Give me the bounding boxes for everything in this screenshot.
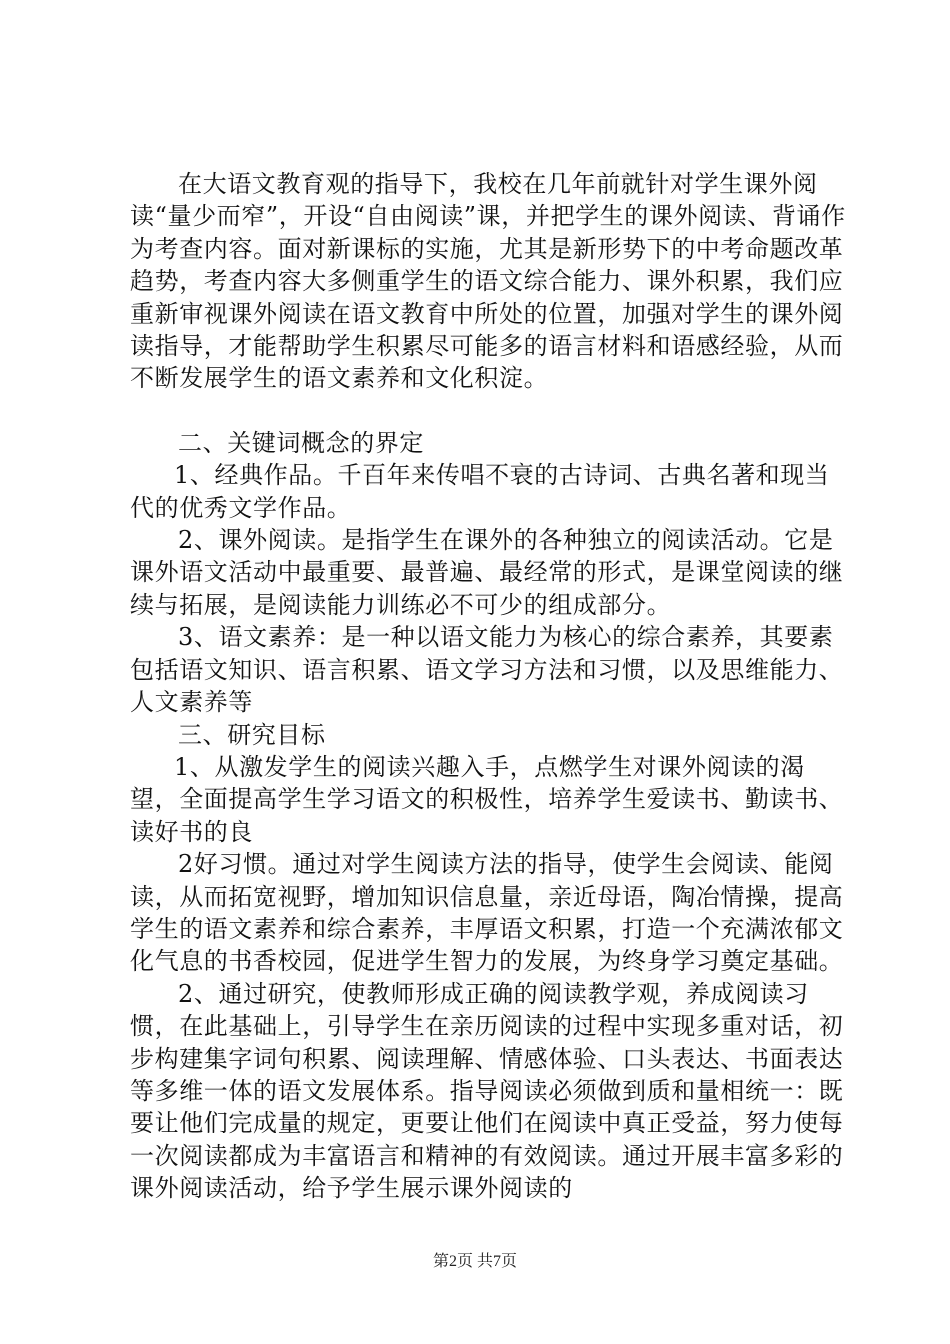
paragraph-gap <box>130 395 850 427</box>
paragraph-definition-literacy: 3、语文素养：是一种以语文能力为核心的综合素养，其要素包括语文知识、语言积累、语文学习方法和习惯，以及思维能力、人文素养等 <box>130 623 844 717</box>
paragraph-goal-one-continued: 2好习惯。通过对学生阅读方法的指导，使学生会阅读、能阅读，从而拓宽视野，增加知识信息量，亲近母语，陶冶情操，提高学生的语文素养和综合素养，丰厚语文积累，打造一个充满浓郁文化气息的书香校园，促进学生智力的发展，为终身学习奠定基础。 <box>130 850 844 976</box>
document-body <box>130 168 850 1205</box>
paragraph-definition-classics: 1、经典作品。千百年来传唱不衰的古诗词、古典名著和现当代的优秀文学作品。 <box>130 461 830 522</box>
paragraph-intro: 在大语文教育观的指导下，我校在几年前就针对学生课外阅读“量少而窄”，开设“自由阅读”课，并把学生的课外阅读、背诵作为考查内容。面对新课标的实施，尤其是新形势下的中考命题改革趋势，考查内容大多侧重学生的语文综合能力、课外积累，我们应重新审视课外阅读在语文教育中所处的位置，加强对学生的课外阅读指导，才能帮助学生积累尽可能多的语言材料和语感经验，从而不断发展学生的语文素养和文化积淀。 <box>130 170 846 393</box>
paragraph-goal-two: 2、通过研究，使教师形成正确的阅读教学观，养成阅读习惯，在此基础上，引导学生在亲历阅读的过程中实现多重对话，初步构建集字词句积累、阅读理解、情感体验、口头表达、书面表达等多维一体的语文发展体系。指导阅读必须做到质和量相统一：既要让他们完成量的规定，更要让他们在阅读中真正受益，努力使每一次阅读都成为丰富语言和精神的有效阅读。通过开展丰富多彩的课外阅读活动，给予学生展示课外阅读的 <box>130 979 844 1203</box>
paragraph-goal-one: 1、从激发学生的阅读兴趣入手，点燃学生对课外阅读的渴望，全面提高学生学习语文的积极性，培养学生爱读书、勤读书、读好书的良 <box>130 752 844 846</box>
paragraph-definition-reading: 2、课外阅读。是指学生在课外的各种独立的阅读活动。它是课外语文活动中最重要、最普遍、最经常的形式，是课堂阅读的继续与拓展，是阅读能力训练必不可少的组成部分。 <box>130 526 844 619</box>
section-heading-keywords: 二、关键词概念的界定 <box>178 428 424 457</box>
page-number-footer: 第2页 共7页 <box>432 1253 517 1270</box>
section-heading-goals: 三、研究目标 <box>178 720 326 749</box>
